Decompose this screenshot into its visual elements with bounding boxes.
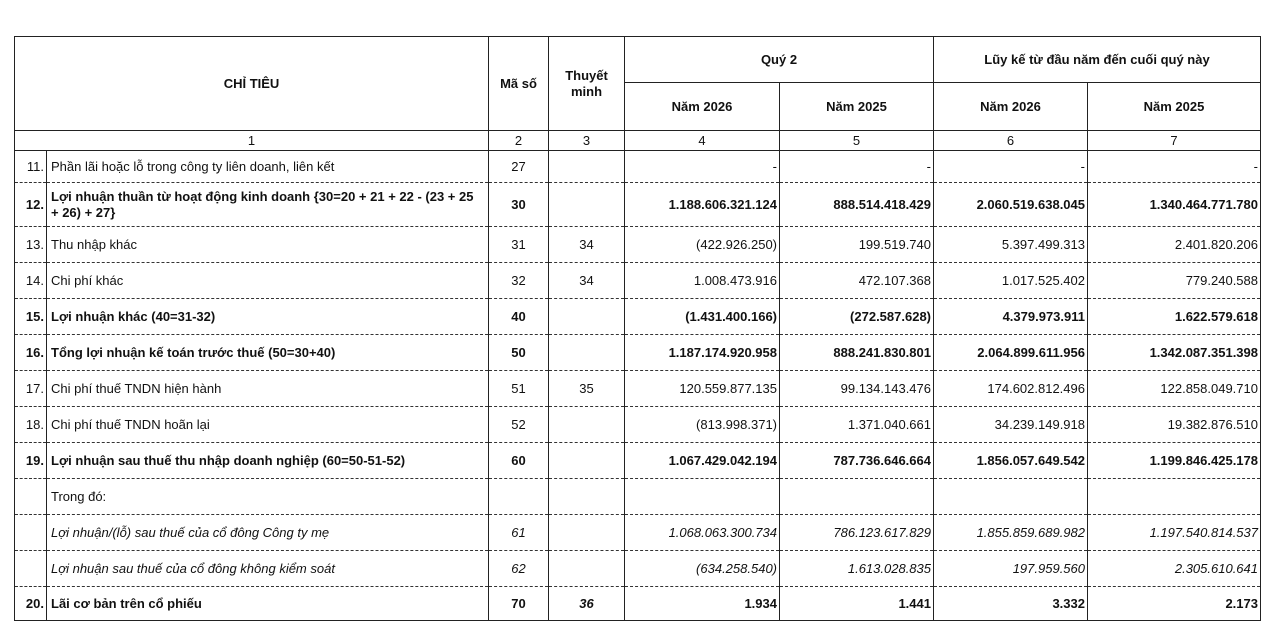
value-cumulative-2025: 2.401.820.206	[1088, 227, 1261, 263]
value-quarter-2026: (1.431.400.166)	[625, 299, 780, 335]
row-note	[549, 335, 625, 371]
value-quarter-2025: 472.107.368	[780, 263, 934, 299]
value-cumulative-2025: 1.197.540.814.537	[1088, 515, 1261, 551]
row-label: Lợi nhuận sau thuế của cổ đông không kiểm soát	[47, 551, 489, 587]
row-note	[549, 183, 625, 227]
value-quarter-2025: 786.123.617.829	[780, 515, 934, 551]
value-quarter-2025: 99.134.143.476	[780, 371, 934, 407]
header-luyke-nam-2026: Năm 2026	[934, 83, 1088, 131]
value-quarter-2025: 888.241.830.801	[780, 335, 934, 371]
column-number: 5	[780, 131, 934, 151]
value-cumulative-2026: 197.959.560	[934, 551, 1088, 587]
value-quarter-2026	[625, 479, 780, 515]
row-code: 60	[489, 443, 549, 479]
row-code: 70	[489, 587, 549, 621]
value-cumulative-2026: 3.332	[934, 587, 1088, 621]
row-note	[549, 299, 625, 335]
row-label: Trong đó:	[47, 479, 489, 515]
column-number: 7	[1088, 131, 1261, 151]
column-number: 2	[489, 131, 549, 151]
header-ma-so: Mã số	[489, 37, 549, 131]
row-label: Thu nhập khác	[47, 227, 489, 263]
value-quarter-2025: 787.736.646.664	[780, 443, 934, 479]
row-label: Lãi cơ bản trên cổ phiếu	[47, 587, 489, 621]
row-index: 19.	[15, 443, 47, 479]
row-index	[15, 515, 47, 551]
column-number: 3	[549, 131, 625, 151]
row-index: 16.	[15, 335, 47, 371]
row-label: Lợi nhuận khác (40=31-32)	[47, 299, 489, 335]
row-code: 40	[489, 299, 549, 335]
row-note: 34	[549, 263, 625, 299]
value-quarter-2026: 1.934	[625, 587, 780, 621]
value-quarter-2026: (634.258.540)	[625, 551, 780, 587]
value-cumulative-2025: -	[1088, 151, 1261, 183]
row-code: 62	[489, 551, 549, 587]
value-cumulative-2026: 1.855.859.689.982	[934, 515, 1088, 551]
table-row	[15, 335, 1261, 371]
value-quarter-2026: -	[625, 151, 780, 183]
value-cumulative-2026: 2.064.899.611.956	[934, 335, 1088, 371]
value-quarter-2026: 1.067.429.042.194	[625, 443, 780, 479]
value-quarter-2026: (422.926.250)	[625, 227, 780, 263]
row-index	[15, 551, 47, 587]
row-code: 31	[489, 227, 549, 263]
column-number: 6	[934, 131, 1088, 151]
row-index: 15.	[15, 299, 47, 335]
row-label: Lợi nhuận sau thuế thu nhập doanh nghiệp (60=50-51-52)	[47, 443, 489, 479]
row-code: 52	[489, 407, 549, 443]
value-cumulative-2026: 4.379.973.911	[934, 299, 1088, 335]
row-index: 20.	[15, 587, 47, 621]
value-cumulative-2025: 1.342.087.351.398	[1088, 335, 1261, 371]
row-note	[549, 443, 625, 479]
row-label: Lợi nhuận/(lỗ) sau thuế của cổ đông Công ty mẹ	[47, 515, 489, 551]
value-cumulative-2025: 2.173	[1088, 587, 1261, 621]
header-chi-tieu: CHỈ TIÊU	[15, 37, 489, 131]
row-index: 18.	[15, 407, 47, 443]
row-label: Phần lãi hoặc lỗ trong công ty liên doanh, liên kết	[47, 151, 489, 183]
row-index: 14.	[15, 263, 47, 299]
row-note	[549, 479, 625, 515]
table-row	[15, 371, 1261, 407]
value-quarter-2025: 1.613.028.835	[780, 551, 934, 587]
value-cumulative-2025: 1.622.579.618	[1088, 299, 1261, 335]
income-statement-table	[14, 36, 1261, 621]
row-label: Tổng lợi nhuận kế toán trước thuế (50=30+40)	[47, 335, 489, 371]
value-quarter-2025: 1.441	[780, 587, 934, 621]
value-cumulative-2026: 34.239.149.918	[934, 407, 1088, 443]
row-index: 11.	[15, 151, 47, 183]
value-quarter-2025: -	[780, 151, 934, 183]
value-cumulative-2026: -	[934, 151, 1088, 183]
row-note	[549, 551, 625, 587]
row-code: 51	[489, 371, 549, 407]
header-quy-2: Quý 2	[625, 37, 934, 83]
value-quarter-2025: 888.514.418.429	[780, 183, 934, 227]
header-quy-nam-2026: Năm 2026	[625, 83, 780, 131]
header-luyke-nam-2025: Năm 2025	[1088, 83, 1261, 131]
value-cumulative-2025: 122.858.049.710	[1088, 371, 1261, 407]
table-row	[15, 183, 1261, 227]
row-note	[549, 151, 625, 183]
value-quarter-2026: 120.559.877.135	[625, 371, 780, 407]
row-index: 13.	[15, 227, 47, 263]
column-number: 1	[15, 131, 489, 151]
value-quarter-2025: 199.519.740	[780, 227, 934, 263]
value-quarter-2026: 1.188.606.321.124	[625, 183, 780, 227]
row-label: Chi phí thuế TNDN hoãn lại	[47, 407, 489, 443]
column-number: 4	[625, 131, 780, 151]
value-cumulative-2026: 5.397.499.313	[934, 227, 1088, 263]
value-cumulative-2025: 779.240.588	[1088, 263, 1261, 299]
row-index: 17.	[15, 371, 47, 407]
table-row	[15, 407, 1261, 443]
row-note: 35	[549, 371, 625, 407]
table-row	[15, 263, 1261, 299]
row-note	[549, 407, 625, 443]
header-quy-nam-2025: Năm 2025	[780, 83, 934, 131]
row-note: 36	[549, 587, 625, 621]
row-note: 34	[549, 227, 625, 263]
value-cumulative-2026: 2.060.519.638.045	[934, 183, 1088, 227]
value-quarter-2026: (813.998.371)	[625, 407, 780, 443]
row-code: 30	[489, 183, 549, 227]
value-quarter-2025: 1.371.040.661	[780, 407, 934, 443]
table-row	[15, 587, 1261, 621]
value-quarter-2025	[780, 479, 934, 515]
value-cumulative-2026: 174.602.812.496	[934, 371, 1088, 407]
table-row	[15, 227, 1261, 263]
row-code	[489, 479, 549, 515]
table-row	[15, 479, 1261, 515]
value-cumulative-2026	[934, 479, 1088, 515]
value-cumulative-2025: 1.199.846.425.178	[1088, 443, 1261, 479]
row-code: 50	[489, 335, 549, 371]
table-row	[15, 151, 1261, 183]
row-code: 32	[489, 263, 549, 299]
value-cumulative-2025	[1088, 479, 1261, 515]
row-code: 27	[489, 151, 549, 183]
row-label: Chi phí khác	[47, 263, 489, 299]
table-row	[15, 551, 1261, 587]
value-quarter-2026: 1.068.063.300.734	[625, 515, 780, 551]
value-cumulative-2026: 1.856.057.649.542	[934, 443, 1088, 479]
header-luy-ke: Lũy kế từ đầu năm đến cuối quý này	[934, 37, 1261, 83]
value-quarter-2025: (272.587.628)	[780, 299, 934, 335]
value-quarter-2026: 1.008.473.916	[625, 263, 780, 299]
value-cumulative-2025: 19.382.876.510	[1088, 407, 1261, 443]
row-label: Lợi nhuận thuần từ hoạt động kinh doanh {30=20 + 21 + 22 - (23 + 25 + 26) + 27}	[47, 183, 489, 227]
row-code: 61	[489, 515, 549, 551]
value-cumulative-2026: 1.017.525.402	[934, 263, 1088, 299]
header-thuyet-minh: Thuyết minh	[549, 37, 625, 131]
table-row	[15, 443, 1261, 479]
value-quarter-2026: 1.187.174.920.958	[625, 335, 780, 371]
value-cumulative-2025: 2.305.610.641	[1088, 551, 1261, 587]
row-label: Chi phí thuế TNDN hiện hành	[47, 371, 489, 407]
row-index: 12.	[15, 183, 47, 227]
row-note	[549, 515, 625, 551]
table-row	[15, 299, 1261, 335]
value-cumulative-2025: 1.340.464.771.780	[1088, 183, 1261, 227]
row-index	[15, 479, 47, 515]
table-row	[15, 515, 1261, 551]
